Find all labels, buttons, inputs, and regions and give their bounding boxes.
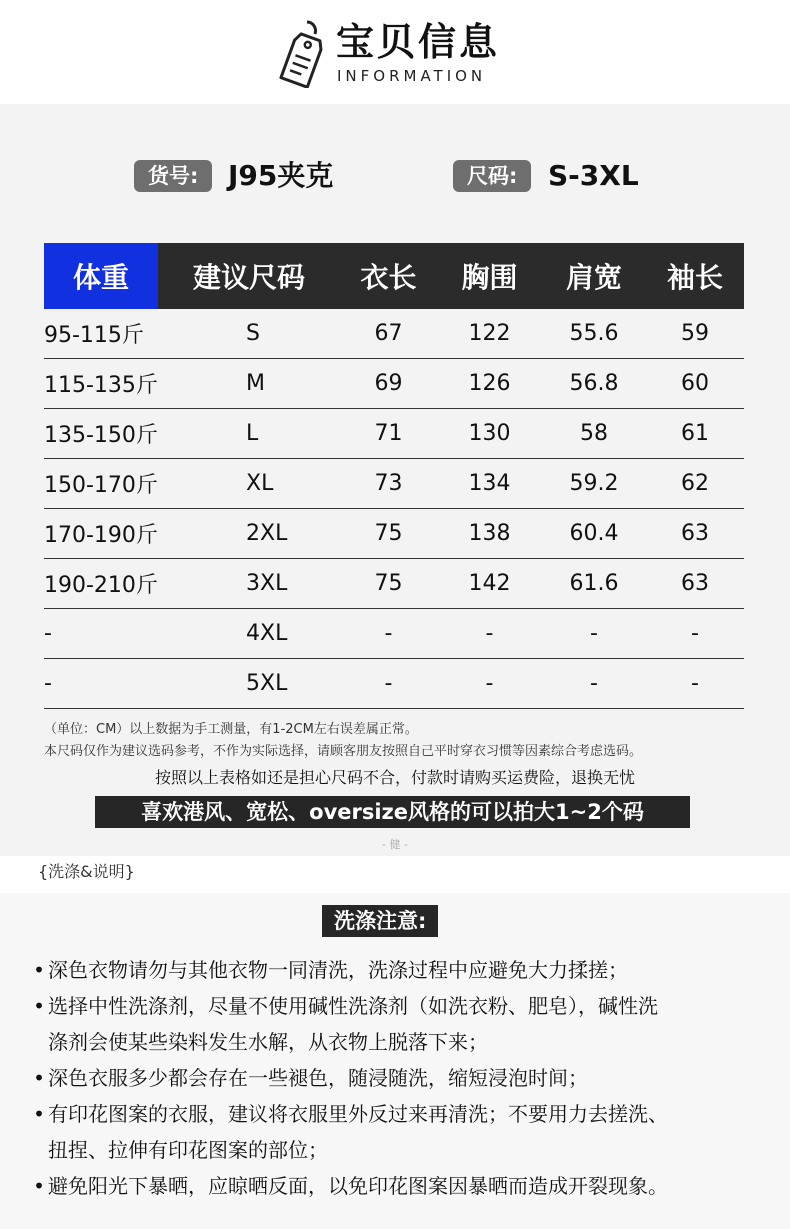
length-cell: 69 — [340, 359, 437, 409]
size-cell: S — [158, 309, 340, 359]
oversize-banner: 喜欢港风、宽松、oversize风格的可以拍大1~2个码 — [95, 796, 690, 828]
table-row — [44, 309, 744, 359]
sleeve-cell: 63 — [646, 559, 744, 609]
weight-cell: 135-150斤 — [44, 409, 158, 459]
chest-cell: 122 — [437, 309, 542, 359]
col-header-length: 衣长 — [340, 243, 437, 309]
table-row — [44, 509, 744, 559]
length-cell: 67 — [340, 309, 437, 359]
size-cell: XL — [158, 459, 340, 509]
wash-heading: 洗涤注意: — [322, 905, 438, 937]
col-header-weight: 体重 — [44, 243, 158, 309]
chest-cell: 130 — [437, 409, 542, 459]
product-code: J95夹克 — [228, 159, 334, 192]
length-cell: - — [340, 659, 437, 709]
code-label-badge: 货号: — [134, 160, 212, 192]
shoulder-cell: 56.8 — [542, 359, 646, 409]
length-cell: - — [340, 609, 437, 659]
size-cell: L — [158, 409, 340, 459]
weight-cell: 170-190斤 — [44, 509, 158, 559]
wash-item-text: 有印花图案的衣服，建议将衣服里外反过来再清洗；不要用力去搓洗、 — [48, 1102, 668, 1126]
bullet-dot: • — [33, 994, 45, 1018]
bullet-dot: • — [33, 1066, 45, 1090]
size-cell: 4XL — [158, 609, 340, 659]
weight-cell: 95-115斤 — [44, 309, 158, 359]
shoulder-cell: - — [542, 609, 646, 659]
weight-cell: - — [44, 609, 158, 659]
length-cell: 71 — [340, 409, 437, 459]
chest-cell: 138 — [437, 509, 542, 559]
chest-cell: 134 — [437, 459, 542, 509]
bullet-dot: • — [33, 1102, 45, 1126]
length-cell: 73 — [340, 459, 437, 509]
sleeve-cell: 60 — [646, 359, 744, 409]
wash-item — [30, 988, 658, 1024]
weight-cell: 190-210斤 — [44, 559, 158, 609]
wash-section-title: {洗涤&说明} — [38, 862, 135, 881]
wash-item — [30, 1060, 588, 1096]
price-tag-icon — [277, 18, 329, 88]
chest-cell: - — [437, 609, 542, 659]
size-cell: 5XL — [158, 659, 340, 709]
bullet-dot: • — [33, 1174, 45, 1198]
shoulder-cell: 60.4 — [542, 509, 646, 559]
wash-item-continuation: 扭捏、拉伸有印花图案的部位； — [48, 1138, 328, 1162]
size-cell: M — [158, 359, 340, 409]
insurance-note: 按照以上表格如还是担心尺码不合，付款时请购买运费险，退换无忧 — [154, 768, 635, 787]
sleeve-cell: - — [646, 659, 744, 709]
page-title: 宝贝信息 — [336, 20, 501, 64]
table-row — [44, 609, 744, 659]
chest-cell: 142 — [437, 559, 542, 609]
sleeve-cell: 61 — [646, 409, 744, 459]
sleeve-cell: 59 — [646, 309, 744, 359]
wash-item-text: 选择中性洗涤剂，尽量不使用碱性洗涤剂（如洗衣粉、肥皂），碱性洗 — [48, 994, 658, 1018]
size-cell: 2XL — [158, 509, 340, 559]
wash-item-continuation: 涤剂会使某些染料发生水解，从衣物上脱落下来； — [48, 1030, 488, 1054]
sleeve-cell: - — [646, 609, 744, 659]
sleeve-cell: 63 — [646, 509, 744, 559]
table-row — [44, 559, 744, 609]
table-row — [44, 459, 744, 509]
table-row — [44, 659, 744, 709]
table-row — [44, 359, 744, 409]
shoulder-cell: 55.6 — [542, 309, 646, 359]
page-subtitle: INFORMATION — [337, 67, 487, 85]
weight-cell: 115-135斤 — [44, 359, 158, 409]
shoulder-cell: 59.2 — [542, 459, 646, 509]
weight-cell: 150-170斤 — [44, 459, 158, 509]
size-table — [44, 243, 744, 709]
wash-item-text: 深色衣服多少都会存在一些褪色，随浸随洗，缩短浸泡时间； — [48, 1066, 588, 1090]
weight-cell: - — [44, 659, 158, 709]
length-cell: 75 — [340, 559, 437, 609]
shoulder-cell: 58 — [542, 409, 646, 459]
length-cell: 75 — [340, 509, 437, 559]
size-range: S-3XL — [548, 159, 639, 192]
table-row — [44, 409, 744, 459]
col-header-shoulder: 肩宽 — [542, 243, 646, 309]
wash-item — [30, 952, 628, 988]
chest-cell: - — [437, 659, 542, 709]
col-header-sleeve: 袖长 — [646, 243, 744, 309]
size-label-badge: 尺码: — [453, 160, 531, 192]
shoulder-cell: - — [542, 659, 646, 709]
shoulder-cell: 61.6 — [542, 559, 646, 609]
reference-note: 本尺码仅作为建议选码参考，不作为实际选择，请顾客朋友按照自己平时穿衣习惯等因素综合考虑选码。 — [44, 744, 643, 759]
wash-item-text: 避免阳光下暴晒，应晾晒反面，以免印花图案因暴晒而造成开裂现象。 — [48, 1174, 668, 1198]
table-header-row — [44, 243, 744, 309]
signature-mark: - 健 - — [382, 838, 408, 851]
col-header-chest: 胸围 — [437, 243, 542, 309]
size-cell: 3XL — [158, 559, 340, 609]
unit-note: （单位：CM）以上数据为手工测量，有1-2CM左右误差属正常。 — [44, 722, 418, 737]
wash-item — [30, 1096, 668, 1132]
wash-item — [30, 1168, 668, 1204]
info-header — [0, 0, 790, 104]
wash-item-text: 深色衣物请勿与其他衣物一同清洗，洗涤过程中应避免大力揉搓； — [48, 958, 628, 982]
col-header-size: 建议尺码 — [158, 243, 340, 309]
chest-cell: 126 — [437, 359, 542, 409]
bullet-dot: • — [33, 958, 45, 982]
sleeve-cell: 62 — [646, 459, 744, 509]
